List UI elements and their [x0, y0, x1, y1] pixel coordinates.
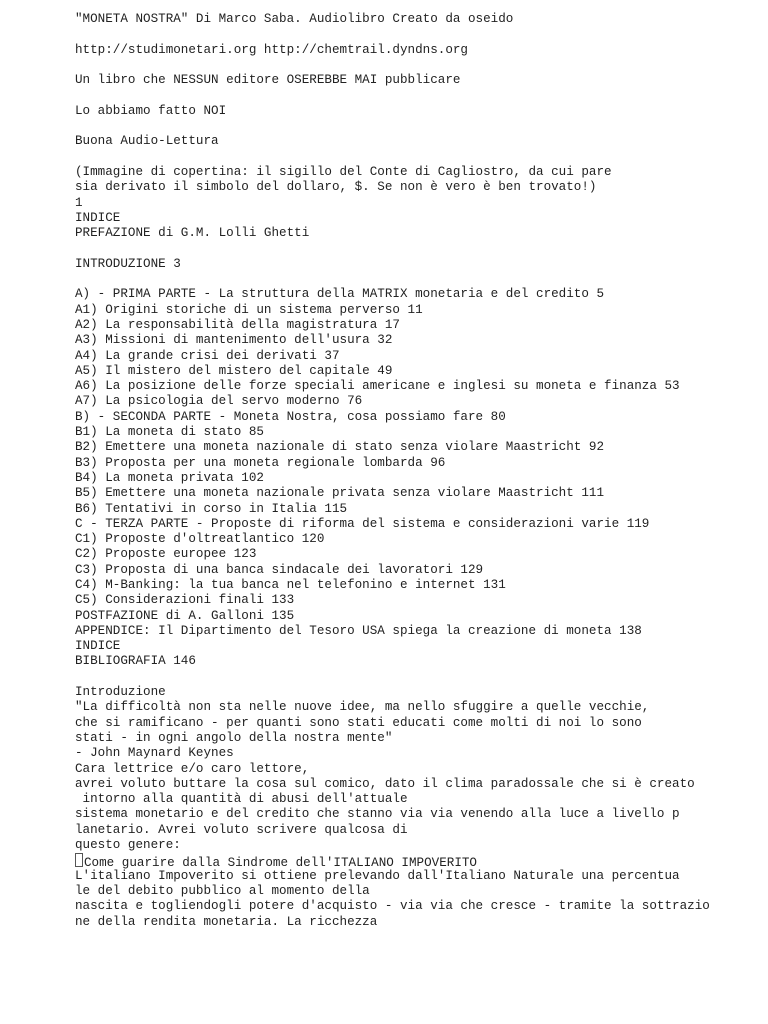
text-line [75, 853, 755, 871]
text-line [75, 43, 755, 58]
text-line [75, 654, 755, 669]
text-line [75, 792, 755, 807]
line-text: B5) Emettere una moneta nazionale privata senza violare Maastricht 111 [75, 486, 605, 501]
line-text: BIBLIOGRAFIA 146 [75, 654, 196, 669]
text-line [75, 333, 755, 348]
text-line [75, 425, 755, 440]
line-text: L'italiano Impoverito si ottiene prelevando dall'Italiano Naturale una percentua [75, 868, 680, 883]
line-text: Introduzione [75, 685, 166, 700]
line-text: A5) Il mistero del mistero del capitale 49 [75, 363, 393, 378]
text-line [75, 471, 755, 486]
text-line [75, 104, 755, 119]
line-text: lanetario. Avrei voluto scrivere qualcosa di [75, 822, 408, 837]
text-line [75, 364, 755, 379]
text-line [75, 838, 755, 853]
text-line [75, 287, 755, 302]
line-text: Cara lettrice e/o caro lettore, [75, 761, 310, 776]
blank-line [75, 272, 755, 287]
line-text: C1) Proposte d'oltreatlantico 120 [75, 532, 325, 547]
text-line [75, 869, 755, 884]
text-line [75, 410, 755, 425]
line-text: B3) Proposta per una moneta regionale lombarda 96 [75, 455, 446, 470]
blank-line [75, 150, 755, 165]
line-text: "MONETA NOSTRA" Di Marco Saba. Audiolibro Creato da oseido [75, 12, 514, 26]
text-line [75, 609, 755, 624]
line-text: C5) Considerazioni finali 133 [75, 593, 295, 608]
line-text: sistema monetario e del credito che stanno via via venendo alla luce a livello p [75, 807, 680, 822]
text-line [75, 73, 755, 88]
line-text: 1 [75, 195, 83, 210]
line-text: C2) Proposte europee 123 [75, 547, 257, 562]
text-line [75, 777, 755, 792]
text-line [75, 318, 755, 333]
text-line [75, 134, 755, 149]
text-line [75, 639, 755, 654]
line-text: Un libro che NESSUN editore OSEREBBE MAI pubblicare [75, 73, 461, 88]
line-text: C - TERZA PARTE - Proposte di riforma del sistema e considerazioni varie 119 [75, 516, 650, 531]
text-line [75, 685, 755, 700]
line-text: Lo abbiamo fatto NOI [75, 103, 227, 118]
text-line [75, 257, 755, 272]
line-text: avrei voluto buttare la cosa sul comico, dato il clima paradossale che si è creato [75, 776, 695, 791]
text-line [75, 502, 755, 517]
text-line [75, 456, 755, 471]
text-line [75, 532, 755, 547]
text-line [75, 593, 755, 608]
text-line [75, 349, 755, 364]
line-text: B6) Tentativi in corso in Italia 115 [75, 501, 348, 516]
text-line [75, 563, 755, 578]
line-text: che si ramificano - per quanti sono stati educati come molti di noi lo sono [75, 715, 642, 730]
text-line [75, 303, 755, 318]
line-text: A6) La posizione delle forze speciali americane e inglesi su moneta e finanza 53 [75, 379, 680, 394]
line-text: A2) La responsabilità della magistratura 17 [75, 317, 400, 332]
line-text: sia derivato il simbolo del dollaro, $. Se non è vero è ben trovato!) [75, 180, 597, 195]
blank-line [75, 670, 755, 685]
text-line [75, 823, 755, 838]
line-text: A3) Missioni di mantenimento dell'usura 32 [75, 333, 393, 348]
text-line [75, 547, 755, 562]
line-text: ne della rendita monetaria. La ricchezza [75, 914, 378, 929]
text-line [75, 196, 755, 211]
text-line [75, 762, 755, 777]
line-text: http://studimonetari.org http://chemtrail.dyndns.org [75, 42, 468, 57]
line-text: A1) Origini storiche di un sistema perverso 11 [75, 302, 423, 317]
text-line [75, 211, 755, 226]
line-text: B) - SECONDA PARTE - Moneta Nostra, cosa possiamo fare 80 [75, 409, 506, 424]
line-text: A7) La psicologia del servo moderno 76 [75, 394, 363, 409]
text-line [75, 746, 755, 761]
text-line [75, 517, 755, 532]
line-text: nascita e togliendogli potere d'acquisto - via via che cresce - tramite la sottrazio [75, 899, 710, 914]
line-text: B4) La moneta privata 102 [75, 470, 264, 485]
text-line [75, 700, 755, 715]
text-line [75, 884, 755, 899]
text-line [75, 731, 755, 746]
blank-line [75, 88, 755, 103]
text-line [75, 486, 755, 501]
text-line [75, 440, 755, 455]
line-text: INDICE [75, 210, 121, 225]
text-line [75, 624, 755, 639]
text-line [75, 12, 755, 27]
text-line [75, 226, 755, 241]
blank-line [75, 27, 755, 42]
text-line [75, 807, 755, 822]
line-text: intorno alla quantità di abusi dell'attuale [75, 792, 408, 807]
text-line [75, 899, 755, 914]
text-line [75, 716, 755, 731]
text-line [75, 915, 755, 930]
line-text: stati - in ogni angolo della nostra mente" [75, 730, 393, 745]
line-text: C3) Proposta di una banca sindacale dei lavoratori 129 [75, 562, 484, 577]
line-text: POSTFAZIONE di A. Galloni 135 [75, 608, 295, 623]
text-line [75, 180, 755, 195]
line-text: - John Maynard Keynes [75, 746, 234, 761]
text-line [75, 379, 755, 394]
document-text [75, 12, 755, 930]
line-text: C4) M-Banking: la tua banca nel telefonino e internet 131 [75, 577, 506, 592]
missing-glyph-icon [75, 853, 83, 867]
line-text: B2) Emettere una moneta nazionale di stato senza violare Maastricht 92 [75, 440, 605, 455]
line-text: Buona Audio-Lettura [75, 134, 219, 149]
line-text: INDICE [75, 639, 121, 654]
line-text: B1) La moneta di stato 85 [75, 425, 264, 440]
line-text: "La difficoltà non sta nelle nuove idee, ma nello sfuggire a quelle vecchie, [75, 700, 650, 715]
line-text: Come guarire dalla Sindrome dell'ITALIANO IMPOVERITO [84, 856, 477, 871]
line-text: (Immagine di copertina: il sigillo del Conte di Cagliostro, da cui pare [75, 164, 612, 179]
text-line [75, 394, 755, 409]
blank-line [75, 119, 755, 134]
blank-line [75, 58, 755, 73]
blank-line [75, 241, 755, 256]
line-text: A4) La grande crisi dei derivati 37 [75, 348, 340, 363]
text-line [75, 165, 755, 180]
line-text: APPENDICE: Il Dipartimento del Tesoro USA spiega la creazione di moneta 138 [75, 623, 642, 638]
line-text: questo genere: [75, 838, 181, 853]
line-text: PREFAZIONE di G.M. Lolli Ghetti [75, 226, 310, 241]
line-text: A) - PRIMA PARTE - La struttura della MATRIX monetaria e del credito 5 [75, 287, 605, 302]
line-text: INTRODUZIONE 3 [75, 256, 181, 271]
text-line [75, 578, 755, 593]
line-text: le del debito pubblico al momento della [75, 883, 370, 898]
